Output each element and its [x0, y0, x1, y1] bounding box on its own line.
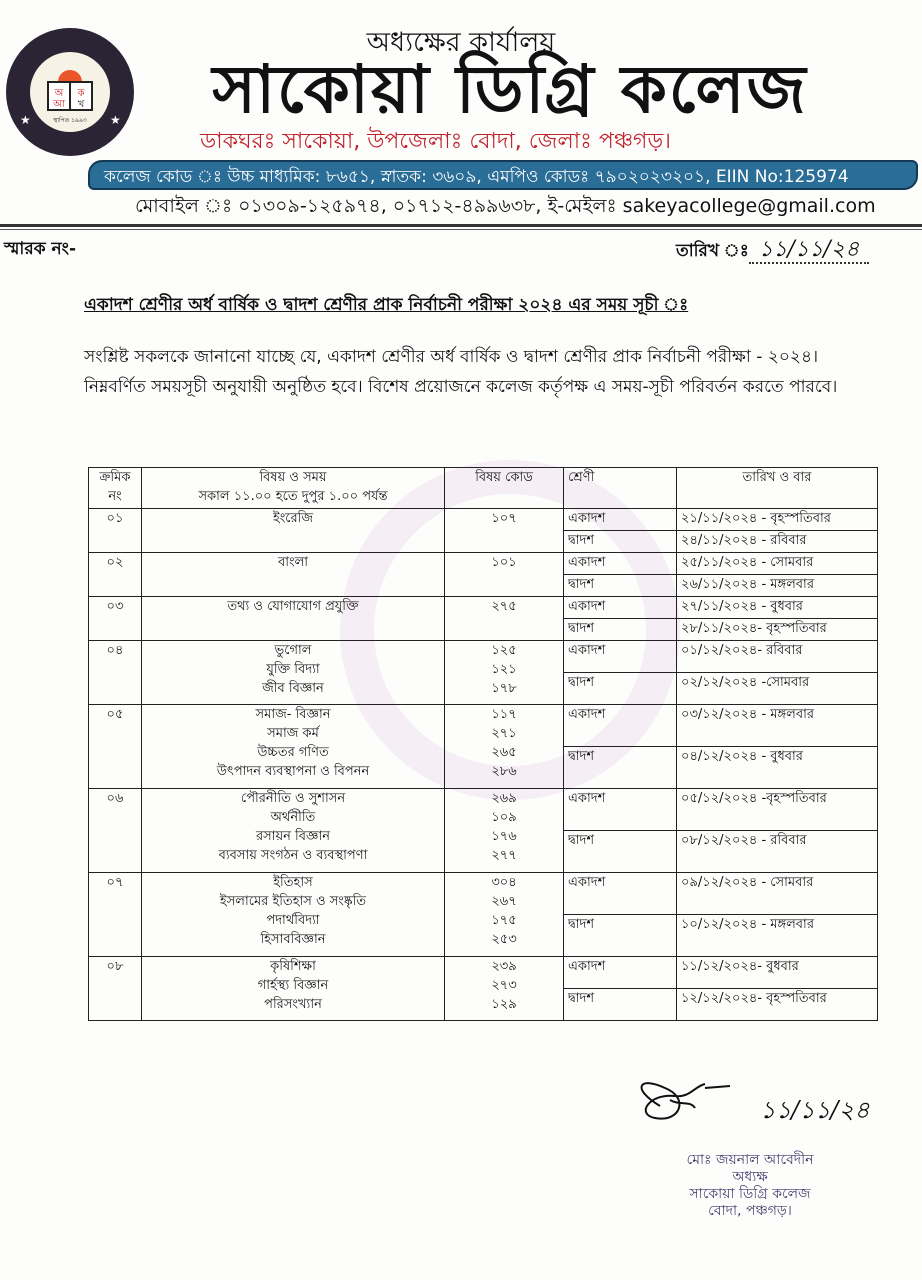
serial-cell: ০৭ — [89, 873, 142, 957]
class-cell: দ্বাদশ — [564, 619, 677, 641]
table-row — [89, 641, 878, 673]
college-address: ডাকঘরঃ সাকোয়া, উপজেলাঃ বোদা, জেলাঃ পঞ্চগড়। — [200, 129, 672, 154]
header-divider — [0, 224, 922, 227]
header-code: বিষয় কোড — [445, 468, 564, 509]
date-cell: ২১/১১/২০২৪ - বৃহস্পতিবার — [677, 509, 878, 531]
subject-name: সমাজ- বিজ্ঞান — [255, 707, 331, 722]
subject-name: উচ্চতর গণিত — [257, 745, 329, 760]
subject-name: যুক্তি বিদ্যা — [266, 662, 320, 677]
class-cell: দ্বাদশ — [564, 673, 677, 705]
header-date: তারিখ ও বার — [677, 468, 878, 509]
table-row — [89, 509, 878, 531]
college-name: সাকোয়া ডিগ্রি কলেজ — [212, 51, 808, 128]
code-cell — [445, 705, 564, 789]
subject-name: জীব বিজ্ঞান — [262, 681, 324, 696]
date-cell: ০৪/১২/২০২৪ - বুধবার — [677, 747, 878, 789]
subject-name: উৎপাদন ব্যবস্থাপনা ও বিপনন — [216, 764, 370, 779]
subject-code: ১২৯ — [491, 997, 517, 1012]
class-cell: একাদশ — [564, 509, 677, 531]
table-row — [89, 957, 878, 989]
subject-name: অর্থনীতি — [270, 810, 316, 825]
subject-name: ব্যবসায় সংগঠন ও ব্যবস্থাপণা — [218, 848, 368, 863]
principal-designation: অধ্যক্ষ — [732, 1169, 768, 1185]
code-cell — [445, 789, 564, 873]
subject-code: ২৬৭ — [491, 894, 517, 909]
date-cell: ১২/১২/২০২৪- বৃহস্পতিবার — [677, 989, 878, 1021]
table-row — [89, 553, 878, 575]
subject-code: ২৮৬ — [491, 764, 517, 779]
office-heading: অধ্যক্ষের কার্যালয় — [366, 27, 556, 58]
subject-name: পৌরনীতি ও সুশাসন — [240, 791, 346, 806]
class-cell: একাদশ — [564, 873, 677, 915]
header-serial: ক্রমিক নং — [89, 468, 142, 509]
svg-text:★: ★ — [20, 113, 31, 127]
subject-name: রসায়ন বিজ্ঞান — [256, 829, 330, 844]
date-cell: ০৫/১২/২০২৪ -বৃহস্পতিবার — [677, 789, 878, 831]
subject-code: ২৭৭ — [491, 848, 517, 863]
subject-code: ২৬৯ — [491, 791, 517, 806]
serial-cell: ০৩ — [89, 597, 142, 641]
class-cell: একাদশ — [564, 705, 677, 747]
class-cell: দ্বাদশ — [564, 575, 677, 597]
code-cell — [445, 641, 564, 705]
notice-title: একাদশ শ্রেণীর অর্ধ বার্ষিক ও দ্বাদশ শ্রেণীর প্রাক নির্বাচনী পরীক্ষা ২০২৪ এর সময় সূচী ঃ — [84, 295, 689, 315]
code-cell — [445, 597, 564, 641]
subject-code: ২৭১ — [491, 726, 517, 741]
principal-institution: সাকোয়া ডিগ্রি কলেজ — [689, 1186, 811, 1202]
subject-name: ইসলামের ইতিহাস ও সংষ্কৃতি — [219, 894, 367, 909]
date-cell: ১১/১২/২০২৪- বুধবার — [677, 957, 878, 989]
date-cell: ০২/১২/২০২৪ -সোমবার — [677, 673, 878, 705]
date-cell: ১০/১২/২০২৪ - মঙ্গলবার — [677, 915, 878, 957]
subject-name: ইতিহাস — [273, 875, 313, 890]
principal-name: মোঃ জয়নাল আবেদীন — [686, 1152, 814, 1168]
subject-cell — [142, 641, 445, 705]
subject-name: পদার্থবিদ্যা — [266, 913, 320, 928]
subject-code: ২৩৯ — [491, 959, 517, 974]
code-cell — [445, 873, 564, 957]
date-cell: ২৮/১১/২০২৪- বৃহস্পতিবার — [677, 619, 878, 641]
serial-cell: ০২ — [89, 553, 142, 597]
svg-text:আ: আ — [53, 99, 65, 110]
subject-code: ১২১ — [491, 662, 517, 677]
subject-cell — [142, 873, 445, 957]
subject-name: ভুগোল — [274, 643, 312, 658]
date-cell: ০৯/১২/২০২৪ - সোমবার — [677, 873, 878, 915]
subject-cell — [142, 957, 445, 1021]
serial-cell: ০৮ — [89, 957, 142, 1021]
subject-code: ২৫৩ — [491, 932, 517, 947]
subject-code: ১২৫ — [491, 643, 517, 658]
subject-code: ২৭৫ — [491, 599, 517, 614]
subject-name: গার্হস্থ্য বিজ্ঞান — [257, 978, 329, 993]
svg-text:অ: অ — [54, 88, 64, 99]
subject-code: ১০৯ — [491, 810, 517, 825]
table-row — [89, 597, 878, 619]
principal-location: বোদা, পঞ্চগড়। — [708, 1203, 792, 1219]
date-label: তারিখ ঃ — [676, 241, 749, 261]
subject-code: ১৭৫ — [491, 913, 517, 928]
subject-cell — [142, 553, 445, 597]
date-cell: ০৩/১২/২০২৪ - মঙ্গলবার — [677, 705, 878, 747]
subject-code: ১০১ — [491, 555, 517, 570]
memo-date — [676, 232, 869, 269]
subject-code: ২৬৫ — [491, 745, 517, 760]
date-value: ১১/১১/২৪ — [749, 237, 870, 264]
class-cell: একাদশ — [564, 641, 677, 673]
subject-name: ইংরেজি — [272, 511, 314, 526]
principal-block — [600, 1152, 900, 1220]
table-header-row — [89, 468, 878, 509]
date-cell: ২৫/১১/২০২৪ - সোমবার — [677, 553, 878, 575]
date-cell: ০১/১২/২০২৪- রবিবার — [677, 641, 878, 673]
serial-cell: ০১ — [89, 509, 142, 553]
subject-code: ২৭৩ — [491, 978, 517, 993]
subject-cell — [142, 509, 445, 553]
subject-name: কৃষিশিক্ষা — [270, 959, 316, 974]
college-contact: মোবাইল ঃ ০১৩০৯-১২৫৯৭৪, ০১৭১২-৪৯৯৬৩৮, ই-মেইলঃ sakeyacollege@gmail.com — [135, 195, 876, 217]
code-cell — [445, 553, 564, 597]
subject-cell — [142, 705, 445, 789]
subject-name: বাংলা — [277, 555, 309, 570]
date-cell: ২৪/১১/২০২৪ - রবিবার — [677, 531, 878, 553]
class-cell: একাদশ — [564, 957, 677, 989]
code-cell — [445, 957, 564, 1021]
subject-name: সমাজ কর্ম — [267, 726, 319, 741]
college-codes-band: কলেজ কোড ঃ উচ্চ মাধ্যমিক: ৮৬৫১, স্নাতক: ৩৬০৯, এমপিও কোডঃ ৭৯০২০২৩২০১, EIIN No:125974 — [88, 160, 918, 190]
subject-name: হিসাববিজ্ঞান — [260, 932, 326, 947]
notice-body: সংশ্লিষ্ট সকলকে জানানো যাচ্ছে যে, একাদশ শ্রেণীর অর্ধ বার্ষিক ও দ্বাদশ শ্রেণীর প্রাক নির্বাচনী পরীক্ষা - ২০২৪। নিম্নবর্ণিত সময়সূচী অনুযায়ী অনুষ্ঠিত হবে। বিশেষ প্রয়োজনে কলেজ কর্তৃপক্ষ এ সময়-সূচী পরিবর্তন করতে পারবে। — [84, 347, 838, 397]
subject-cell — [142, 789, 445, 873]
class-cell: দ্বাদশ — [564, 531, 677, 553]
subject-code: ১৭৮ — [491, 681, 517, 696]
class-cell: একাদশ — [564, 553, 677, 575]
svg-text:★: ★ — [110, 113, 121, 127]
serial-cell: ০৪ — [89, 641, 142, 705]
class-cell: একাদশ — [564, 789, 677, 831]
table-row — [89, 873, 878, 915]
class-cell: দ্বাদশ — [564, 831, 677, 873]
subject-cell — [142, 597, 445, 641]
svg-text:খ: খ — [77, 99, 85, 110]
serial-cell: ০৬ — [89, 789, 142, 873]
serial-cell: ০৫ — [89, 705, 142, 789]
svg-text:স্থাপিত ১৯৯৩: স্থাপিত ১৯৯৩ — [53, 117, 87, 124]
subject-code: ৩০৪ — [491, 875, 517, 890]
header-subject: বিষয় ও সময় সকাল ১১.০০ হতে দুপুর ১.০০ পর্যন্ত — [142, 468, 445, 509]
class-cell: দ্বাদশ — [564, 989, 677, 1021]
memo-number-label: স্মারক নং- — [4, 239, 77, 259]
subject-name: পরিসংখ্যান — [264, 997, 322, 1012]
subject-code: ১১৭ — [491, 707, 517, 722]
date-cell: ২৬/১১/২০২৪ - মঙ্গলবার — [677, 575, 878, 597]
class-cell: দ্বাদশ — [564, 747, 677, 789]
class-cell: দ্বাদশ — [564, 915, 677, 957]
header-divider-thin — [0, 229, 922, 230]
svg-text:ক: ক — [77, 88, 85, 99]
subject-name: তথ্য ও যোগাযোগ প্রযুক্তি — [227, 599, 359, 614]
class-cell: একাদশ — [564, 597, 677, 619]
signature-date: ১১/১১/২৪ — [760, 1096, 870, 1124]
code-cell — [445, 509, 564, 553]
date-cell: ০৮/১২/২০২৪ - রবিবার — [677, 831, 878, 873]
header-class: শ্রেণী — [564, 468, 677, 509]
exam-schedule-table — [88, 467, 878, 1021]
subject-code: ১০৭ — [491, 511, 517, 526]
table-row — [89, 789, 878, 831]
date-cell: ২৭/১১/২০২৪ - বুধবার — [677, 597, 878, 619]
subject-code: ১৭৬ — [491, 829, 517, 844]
table-row — [89, 705, 878, 747]
